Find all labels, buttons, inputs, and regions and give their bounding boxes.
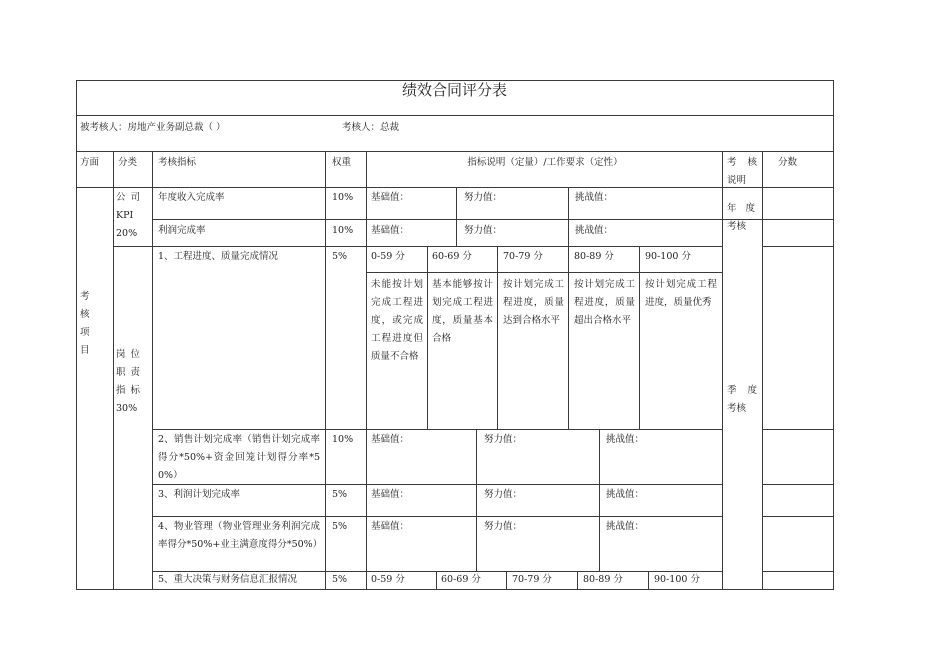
rule-grade7-1 <box>436 571 437 590</box>
grade7-3: 80-89 分 <box>583 574 623 585</box>
weight-decision-reporting: 5% <box>332 574 348 585</box>
rule-row3-score <box>762 429 834 430</box>
rule-indicator <box>325 151 326 590</box>
grade-header-2: 70-79 分 <box>503 251 543 262</box>
level-challenge: 挑战值： <box>606 489 645 500</box>
category-kpi: 公司KPI 20% <box>116 192 140 239</box>
rule-grade7-2 <box>506 571 507 590</box>
weight-property-mgmt: 5% <box>332 521 348 532</box>
header-indicator: 考核指标 <box>158 157 197 168</box>
rule-duty-effort <box>476 429 477 571</box>
level-base: 基础值： <box>371 192 410 203</box>
grade7-4: 90-100 分 <box>654 574 700 585</box>
rule-note <box>762 151 763 590</box>
reviewee-label: 被考核人：房地产业务副总裁（ ） <box>80 122 226 133</box>
grade-header-4: 90-100 分 <box>645 251 691 262</box>
grade-desc-2: 按计划完成工程进度，质量达到合格水平 <box>503 279 564 326</box>
rule-grade7-4 <box>648 571 649 590</box>
weight-profit-plan: 5% <box>332 489 348 500</box>
grade-header-1: 60-69 分 <box>432 251 472 262</box>
indicator-profit-plan: 3、利润计划完成率 <box>158 489 241 500</box>
header-review-note: 考 核 说明 <box>727 157 757 186</box>
indicator-sales-plan: 2、销售计划完成率（销售计划完成率得分*50%+资金回笼计划得分率*50%） <box>158 434 320 481</box>
grade-header-3: 80-89 分 <box>574 251 614 262</box>
level-challenge: 挑战值： <box>606 434 645 445</box>
reviewer-label: 考核人：总裁 <box>342 122 400 133</box>
level-effort: 努力值： <box>464 192 503 203</box>
rule-grade-2 <box>497 246 498 429</box>
rule-row5-score <box>762 516 834 517</box>
rule-row2 <box>113 246 722 247</box>
level-effort: 努力值： <box>464 225 503 236</box>
weight-annual-revenue: 10% <box>332 192 354 203</box>
rule-bottom <box>76 589 834 590</box>
header-aspect: 方面 <box>80 157 100 168</box>
level-challenge: 挑战值： <box>575 192 614 203</box>
header-category: 分类 <box>118 157 138 168</box>
rule-description <box>722 151 723 590</box>
note-annual: 年度考核 <box>727 203 755 232</box>
grade7-1: 60-69 分 <box>441 574 481 585</box>
rule-duty-challenge <box>599 429 600 571</box>
rule-grade-4 <box>639 246 640 429</box>
aspect-label: 考核项目 <box>80 291 90 356</box>
grade-desc-4: 按计划完成工程进度，质量优秀 <box>645 279 717 308</box>
rule-grade-header <box>366 272 722 273</box>
rule-category <box>152 151 153 590</box>
header-score: 分数 <box>778 157 798 168</box>
level-effort: 努力值： <box>484 489 523 500</box>
level-challenge: 挑战值： <box>575 225 614 236</box>
rule-grade7-3 <box>577 571 578 590</box>
weight-sales-plan: 10% <box>332 434 354 445</box>
rule-below-title <box>76 115 834 116</box>
grade7-2: 70-79 分 <box>512 574 552 585</box>
note-quarterly: 季 度考核 <box>727 385 757 414</box>
level-base: 基础值： <box>371 489 410 500</box>
grade-desc-3: 按计划完成工程进度，质量超出合格水平 <box>574 279 635 326</box>
rule-below-persons <box>76 151 834 152</box>
rule-row6-score <box>762 571 834 572</box>
indicator-decision-reporting: 5、重大决策与财务信息汇报情况 <box>158 574 298 585</box>
rule-row5 <box>152 516 722 517</box>
indicator-engineering: 1、工程进度、质量完成情况 <box>158 251 279 262</box>
rule-weight <box>366 151 367 590</box>
weight-profit: 10% <box>332 225 354 236</box>
level-base: 基础值： <box>371 225 410 236</box>
rule-kpi-effort <box>456 187 457 246</box>
rule-right <box>833 80 834 590</box>
indicator-annual-revenue: 年度收入完成率 <box>158 192 225 203</box>
weight-engineering: 5% <box>332 251 348 262</box>
grade-desc-1: 基本能够按计划完成工程进度，质量基本合格 <box>432 279 493 344</box>
header-description: 指标说明（定量）/工作要求（定性） <box>467 157 623 168</box>
level-effort: 努力值： <box>484 434 523 445</box>
level-effort: 努力值： <box>484 521 523 532</box>
grade-desc-0: 未能按计划完成工程进度，或完成工程进度但质量不合格 <box>371 279 423 362</box>
indicator-property-mgmt: 4、物业管理（物业管理业务利润完成率得分*50%+业主满意度得分*50%） <box>158 521 323 550</box>
rule-grade-1 <box>427 246 428 429</box>
rule-kpi-challenge <box>568 187 569 246</box>
rule-left <box>76 80 77 590</box>
rule-below-header <box>76 187 834 188</box>
form-title: 绩效合同评分表 <box>401 81 507 99</box>
level-base: 基础值： <box>371 521 410 532</box>
indicator-profit: 利润完成率 <box>158 225 206 236</box>
rule-row3 <box>152 429 722 430</box>
header-weight: 权重 <box>332 157 352 168</box>
rule-row2-score <box>762 246 834 247</box>
level-base: 基础值： <box>371 434 410 445</box>
grade7-0: 0-59 分 <box>371 574 405 585</box>
rule-row4-score <box>762 484 834 485</box>
rule-aspect <box>113 151 114 590</box>
level-challenge: 挑战值： <box>606 521 645 532</box>
rule-grade-3 <box>568 246 569 429</box>
category-duty: 岗位职责指标30% <box>116 349 140 414</box>
grade-header-0: 0-59 分 <box>371 251 405 262</box>
